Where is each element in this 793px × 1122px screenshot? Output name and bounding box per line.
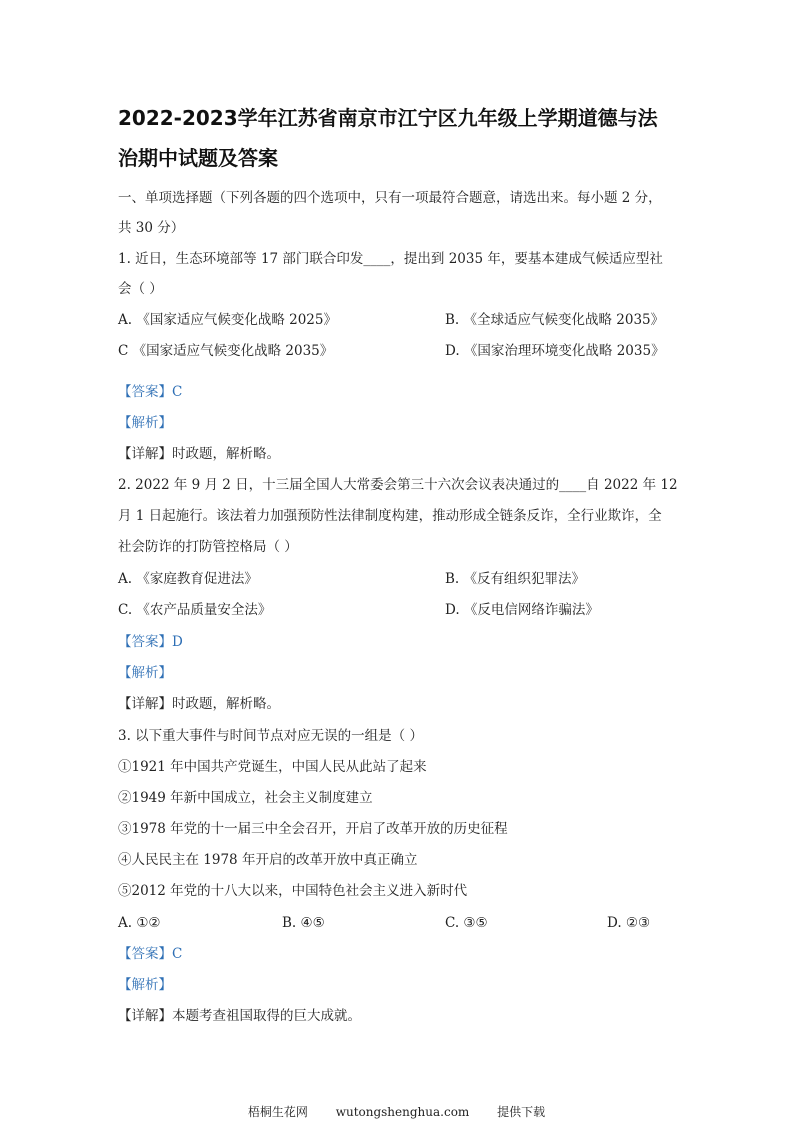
q2-option-a: A. 《家庭教育促进法》 bbox=[118, 571, 258, 587]
q3-item-4: ④人民民主在 1978 年开启的改革开放中真正确立 bbox=[118, 852, 418, 868]
q1-option-c: C 《国家适应气候变化战略 2035》 bbox=[118, 343, 334, 359]
section-heading-line-2: 共 30 分） bbox=[118, 220, 185, 236]
q1-option-d: D. 《国家治理环境变化战略 2035》 bbox=[445, 343, 665, 359]
q1-option-a: A. 《国家适应气候变化战略 2025》 bbox=[118, 312, 337, 328]
q3-option-d: D. ②③ bbox=[607, 915, 651, 931]
q2-stem-line-2: 月 1 日起施行。该法着力加强预防性法律制度构建，推动形成全链条反诈，全行业欺诈，全 bbox=[118, 508, 662, 524]
q3-analysis-label: 【解析】 bbox=[118, 977, 172, 993]
footer-provide-text: 提供下载 bbox=[497, 1105, 546, 1119]
section-heading-line-1: 一、单项选择题（下列各题的四个选项中，只有一项最符合题意，请选出来。每小题 2 分， bbox=[118, 190, 662, 206]
q1-answer: 【答案】C bbox=[118, 384, 183, 400]
q2-stem-line-1: 2. 2022 年 9 月 2 日，十三届全国人大常委会第三十六次会议表决通过的____自 2022 年 12 bbox=[118, 477, 678, 493]
q1-option-b: B. 《全球适应气候变化战略 2035》 bbox=[445, 312, 665, 328]
q2-answer: 【答案】D bbox=[118, 634, 183, 650]
page-footer bbox=[0, 1103, 793, 1120]
q3-item-3: ③1978 年党的十一届三中全会召开，开启了改革开放的历史征程 bbox=[118, 821, 508, 837]
q3-item-1: ①1921 年中国共产党诞生，中国人民从此站了起来 bbox=[118, 759, 427, 775]
q3-item-2: ②1949 年新中国成立，社会主义制度建立 bbox=[118, 790, 373, 806]
q1-stem-line-1: 1. 近日，生态环境部等 17 部门联合印发____，提出到 2035 年，要基本建成气候适应型社 bbox=[118, 251, 663, 267]
q3-detail: 【详解】本题考查祖国取得的巨大成就。 bbox=[118, 1008, 361, 1024]
q2-analysis-label: 【解析】 bbox=[118, 665, 172, 681]
q2-option-b: B. 《反有组织犯罪法》 bbox=[445, 571, 586, 587]
q2-option-c: C. 《农产品质量安全法》 bbox=[118, 602, 272, 618]
document-title-line-1: 2022-2023学年江苏省南京市江宁区九年级上学期道德与法 bbox=[118, 106, 658, 130]
footer-site-name: 梧桐生花网 bbox=[247, 1105, 308, 1119]
q3-option-a: A. ①② bbox=[118, 915, 161, 931]
q3-answer: 【答案】C bbox=[118, 946, 183, 962]
q1-analysis-label: 【解析】 bbox=[118, 415, 172, 431]
q2-stem-line-3: 社会防诈的打防管控格局（ ） bbox=[118, 539, 298, 555]
q2-option-d: D. 《反电信网络诈骗法》 bbox=[445, 602, 599, 618]
document-title-line-2: 治期中试题及答案 bbox=[118, 146, 278, 170]
q3-item-5: ⑤2012 年党的十八大以来，中国特色社会主义进入新时代 bbox=[118, 883, 468, 899]
q2-detail: 【详解】时政题，解析略。 bbox=[118, 696, 280, 712]
q3-option-c: C. ③⑤ bbox=[445, 915, 488, 931]
q3-option-b: B. ④⑤ bbox=[282, 915, 325, 931]
q1-stem-line-2: 会（ ） bbox=[118, 281, 163, 297]
q1-detail: 【详解】时政题，解析略。 bbox=[118, 446, 280, 462]
footer-url[interactable]: wutongshenghua.com bbox=[335, 1105, 470, 1119]
q3-stem: 3. 以下重大事件与时间节点对应无误的一组是（ ） bbox=[118, 728, 423, 744]
